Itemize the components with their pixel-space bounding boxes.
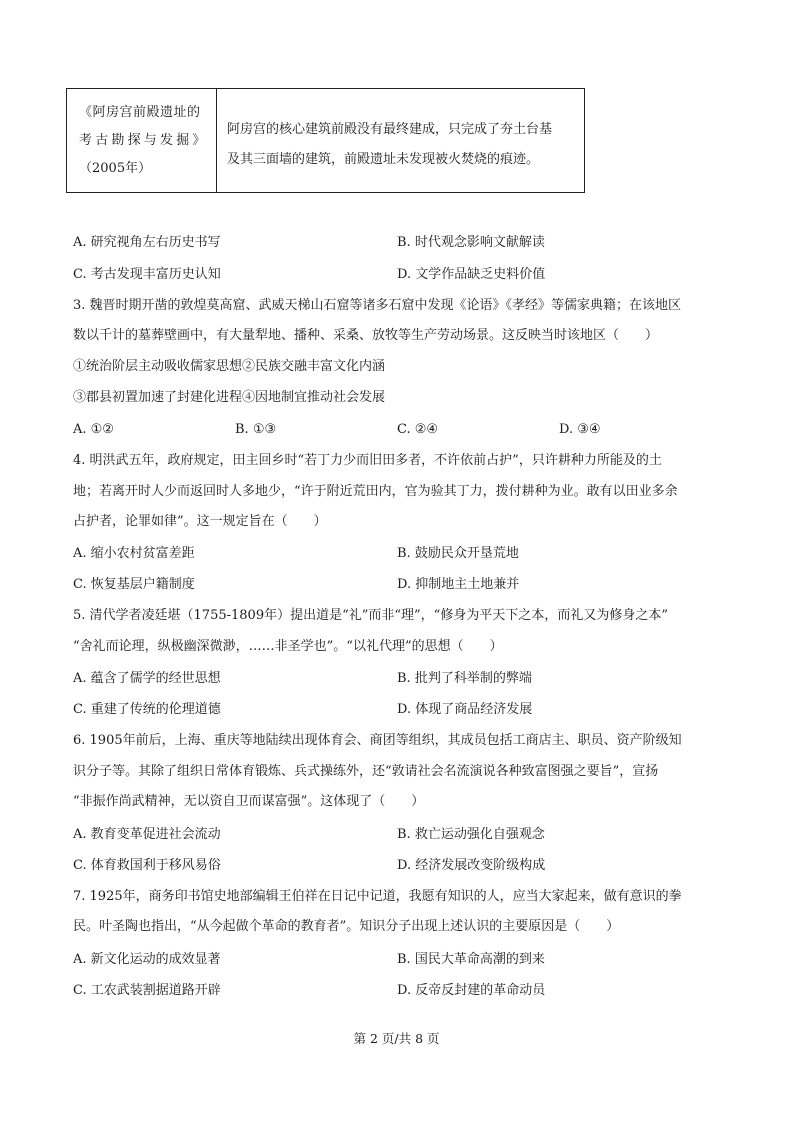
q3-stem-line: 数以千计的墓葬壁画中，有大量犁地、播种、采桑、放牧等生产劳动场景。这反映当时该地区（ ） [73,328,659,343]
table-source-line: （2005年） [79,161,152,176]
q4-stem-line: 4. 明洪武五年，政府规定，田主回乡时“若丁力少而旧田多者，不许依前占护”，只许耕种力所能及的土 [73,453,662,468]
table-content-line: 阿房宫的核心建筑前殿没有最终建成，只完成了夯土台基 [227,122,553,137]
q4-option-a: A. 缩小农村贫富差距 [73,546,195,561]
q6-stem-line: “非振作尚武精神，无以资自卫而谋富强”。这体现了（ ） [73,794,425,809]
q2-option-a: A. 研究视角左右历史书写 [73,235,221,250]
q3-statement-line: ③郡县初置加速了封建化进程④因地制宜推动社会发展 [73,390,386,405]
q5-option-c: C. 重建了传统的伦理道德 [73,702,221,717]
q6-option-a: A. 教育变革促进社会流动 [73,827,221,842]
q6-option-b: B. 救亡运动强化自强观念 [397,827,545,842]
q6-option-c: C. 体育救国利于移风易俗 [73,858,221,873]
q7-option-a: A. 新文化运动的成效显著 [73,952,221,967]
q3-stem-line: 3. 魏晋时期开凿的敦煌莫高窟、武威天梯山石窟等诸多石窟中发现《论语》《孝经》等儒家典籍；在该地区 [73,298,682,313]
q3-option-d: D. ③④ [559,422,601,437]
q5-stem-line: 5. 清代学者凌廷堪（1755-1809年）提出道是“礼”而非“理”，“修身为平天下之本，而礼又为修身之本” [73,608,668,623]
q7-stem-line: 7. 1925年，商务印书馆史地部编辑王伯祥在日记中记道，我愿有知识的人，应当大家起来，做有意识的拳 [73,889,682,904]
table-source-cell [67,89,217,192]
q2-option-b: B. 时代观念影响文献解读 [397,235,545,250]
page-footer: 第 2 页/共 8 页 [353,1031,440,1046]
q2-option-c: C. 考古发现丰富历史认知 [73,267,221,282]
table-source-line: 考古勘探与发掘》 [79,133,209,148]
table-source-line: 《阿房宫前殿遗址的 [79,105,201,120]
table-content-cell [217,89,584,192]
q5-option-a: A. 蕴含了儒学的经世思想 [73,671,221,686]
q5-option-d: D. 体现了商品经济发展 [397,702,533,717]
q3-option-b: B. ①③ [235,422,277,437]
q7-option-c: C. 工农武装割据道路开辟 [73,983,221,998]
q5-stem-line: “舍礼而论理，纵极幽深微渺，……非圣学也”。“以礼代理”的思想（ ） [73,639,503,654]
q4-option-b: B. 鼓励民众开垦荒地 [397,546,519,561]
q6-stem-line: 6. 1905年前后，上海、重庆等地陆续出现体育会、商团等组织，其成员包括工商店主、职员、资产阶级知 [73,733,682,748]
q3-option-a: A. ①② [73,422,114,437]
q4-stem-line: 地；若离开时人少而返回时人多地少，“许于附近荒田内，官为验其丁力，拨付耕种为业。敢有以田业多余 [73,484,678,499]
q7-option-d: D. 反帝反封建的革命动员 [397,983,546,998]
q3-statement-line: ①统治阶层主动吸收儒家思想②民族交融丰富文化内涵 [73,359,386,374]
q7-stem-line: 民。叶圣陶也指出，“从今起做个革命的教育者”。知识分子出现上述认识的主要原因是（ ） [73,919,620,934]
q6-stem-line: 识分子等。其除了组织日常体育锻炼、兵式操练外，还“敦请社会名流演说各种致富图强之要旨”，宣扬 [73,764,659,779]
source-table [66,88,585,193]
q2-option-d: D. 文学作品缺乏史料价值 [397,267,546,282]
q4-option-c: C. 恢复基层户籍制度 [73,577,195,592]
q6-option-d: D. 经济发展改变阶级构成 [397,858,546,873]
q5-option-b: B. 批判了科举制的弊端 [397,671,532,686]
q7-option-b: B. 国民大革命高潮的到来 [397,952,545,967]
q4-stem-line: 占护者，论罪如律”。这一规定旨在（ ） [73,514,327,529]
q3-option-c: C. ②④ [397,422,439,437]
table-content-line: 及其三面墙的建筑，前殿遗址未发现被火焚烧的痕迹。 [227,152,540,167]
q4-option-d: D. 抑制地主土地兼并 [397,577,520,592]
